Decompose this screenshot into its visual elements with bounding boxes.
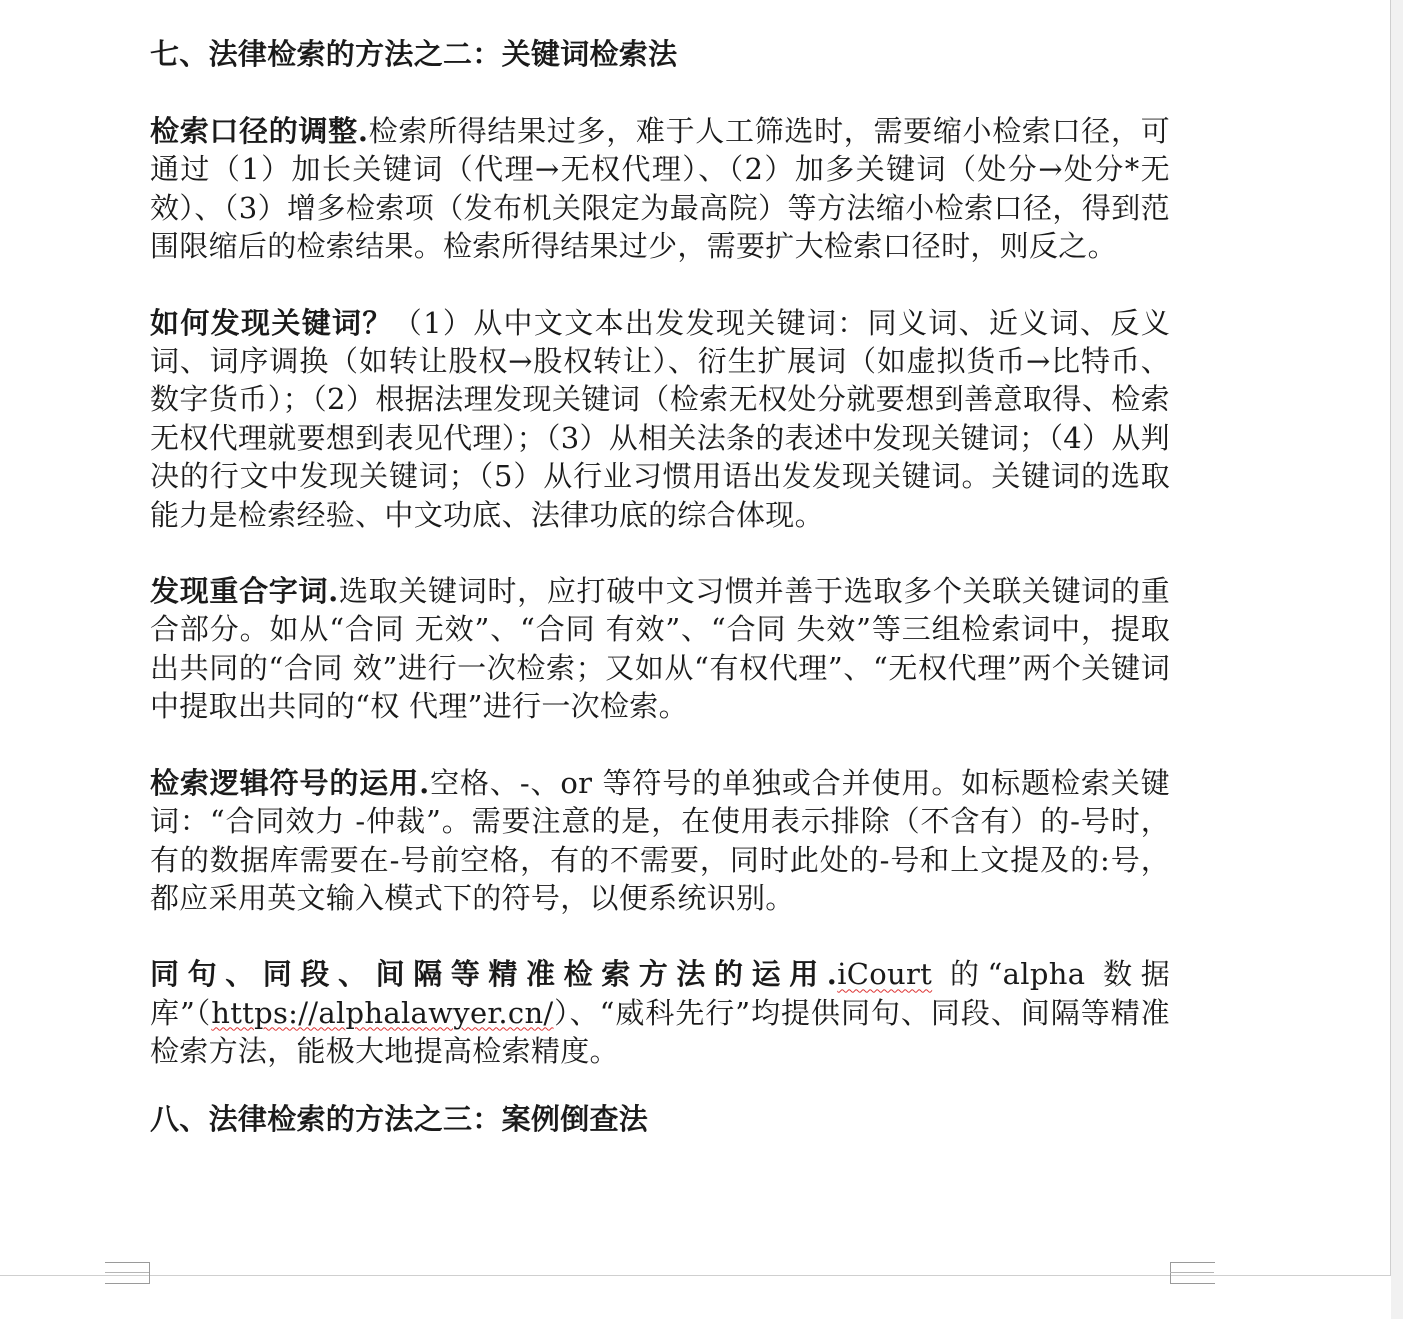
paragraph-lead: 同句、同段、间隔等精准检索方法的运用.	[150, 957, 838, 992]
spellcheck-word-icourt[interactable]: iCourt	[837, 957, 933, 992]
paragraph-body: （1）从中文文本出发发现关键词：同义词、近义词、反义词、词序调换（如转让股权→股权转让）、衍生扩展词（如虚拟货币→比特币、数字货币）；（2）根据法理发现关键词（检索无权处分就要想到善意取得、检索无权代理就要想到表见代理）；（3）从相关法条的表述中发现关键词；（4）从判决的行文中发现关键词；（5）从行业习惯用语出发发现关键词。关键词的选取能力是检索经验、中文功底、法律功底的综合体现。	[150, 305, 1170, 532]
paragraph-find-keywords	[150, 304, 1170, 534]
url-alphalawyer-link[interactable]: https://alphalawyer.cn/	[211, 995, 554, 1030]
paragraph-body: 空格、-、or 等符号的单独或合并使用。如标题检索关键词：“合同效力 -仲裁”。需要注意的是，在使用表示排除（不含有）的-号时，有的数据库需要在-号前空格，有的不需要，同时此处的-号和上文提及的:号，都应采用英文输入模式下的符号，以便系统识别。	[150, 765, 1170, 915]
paragraph-lead: 检索逻辑符号的运用.	[150, 765, 430, 800]
section-heading-8: 八、法律检索的方法之三：案例倒查法	[150, 1101, 649, 1136]
paragraph-body: 的“alpha 数据库”（	[150, 957, 1170, 1030]
paragraph-lead: 如何发现关键词？	[150, 305, 393, 340]
paragraph-overlap-words	[150, 572, 1170, 726]
spacer	[150, 534, 1170, 572]
paragraph-lead: 发现重合字词.	[150, 574, 339, 609]
paragraph-body: ）、“威科先行”均提供同句、同段、间隔等精准检索方法，能极大地提高检索精度。	[150, 995, 1170, 1069]
paragraph-lead: 检索口径的调整.	[150, 114, 369, 148]
paragraph-precise-search	[150, 955, 1170, 1070]
page-content[interactable]	[150, 32, 1170, 1141]
page-margin-line-right	[1170, 1272, 1214, 1273]
paragraph-scope-adjustment	[150, 112, 1170, 266]
spacer	[150, 266, 1170, 304]
spacer	[150, 726, 1170, 764]
page-margin-corner-left	[105, 1262, 150, 1284]
spacer	[150, 76, 1170, 112]
window-gutter	[1391, 0, 1403, 1319]
paragraph-logic-symbols	[150, 764, 1170, 918]
page-margin-corner-right	[1170, 1262, 1215, 1284]
paragraph-body: 选取关键词时，应打破中文习惯并善于选取多个关联关键词的重合部分。如从“合同 无效”、“合同 有效”、“合同 失效”等三组检索词中，提取出共同的“合同 效”进行一次检索；又如从“有权代理”、“无权代理”两个关键词中提取出共同的“权 代理”进行一次检索。	[150, 574, 1170, 724]
spacer	[150, 1071, 1170, 1097]
page-margin-line-left	[105, 1272, 149, 1273]
spacer	[150, 917, 1170, 955]
paragraph-body: 检索所得结果过多，难于人工筛选时，需要缩小检索口径，可通过（1）加长关键词（代理→无权代理）、（2）加多关键词（处分→处分*无效）、（3）增多检索项（发布机关限定为最高院）等方法缩小检索口径，得到范围限缩后的检索结果。检索所得结果过少，需要扩大检索口径时，则反之。	[150, 114, 1171, 264]
section-heading-7: 七、法律检索的方法之二：关键词检索法	[150, 37, 678, 71]
